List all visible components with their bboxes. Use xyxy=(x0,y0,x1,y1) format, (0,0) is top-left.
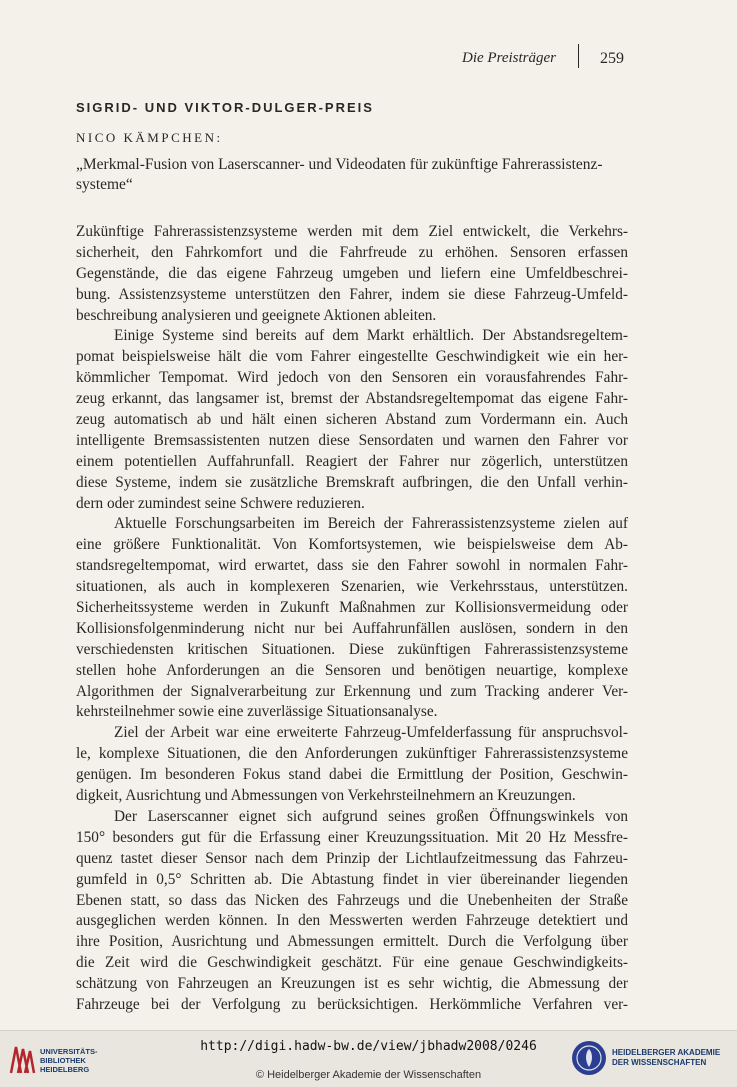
text-line: Aktuelle Forschungsarbeiten im Bereich der Fahrerassistenzsysteme zielen auf xyxy=(114,515,628,533)
footer-bar xyxy=(0,1030,737,1087)
text-line: intelligente Bremsassistenten nutzen diese Sensordaten und warnen den Fahrer vor xyxy=(76,431,628,449)
text-line: schätzung von Fahrzeugen an Kreuzungen ist es sehr wichtig, die Abmessung der xyxy=(76,975,628,993)
academy-name-line: HEIDELBERGER AKADEMIE xyxy=(612,1048,721,1057)
text-line: genügen. Im besonderen Fokus stand dabei die Ermittlung der Position, Geschwin- xyxy=(76,766,628,784)
text-line: gumfeld in 0,5° Schritten ab. Die Abtastung findet in vier übereinander liegenden xyxy=(76,870,628,888)
text-line: Ebenen statt, so dass das Nicken des Fahrzeugs und die Unebenheiten der Straße xyxy=(76,891,628,909)
academy-seal-icon xyxy=(570,1039,608,1077)
text-line: dern oder zumindest seine Schwere reduzieren. xyxy=(76,494,365,512)
text-line: Kollisionsfolgenminderung nicht nur bei Auffahrunfällen auslösen, sondern in den xyxy=(76,619,628,637)
text-line: Fahrzeuge bei der Verfolgung zu berücksichtigen. Herkömmliche Verfahren ver- xyxy=(76,995,628,1013)
talk-title: „Merkmal-Fusion von Laserscanner- und Videodaten für zukünftige Fahrerassistenz-systeme“ xyxy=(76,156,603,193)
text-line: situationen, als auch in komplexeren Szenarien, wie Verkehrsstaus, unterstützen. xyxy=(76,578,628,596)
permalink-url[interactable]: http://digi.hadw-bw.de/view/jbhadw2008/0246 xyxy=(200,1039,537,1054)
text-line: Gegenstände, die das eigene Fahrzeug umgeben und liefern eine Umfeldbeschrei- xyxy=(76,264,628,282)
text-line: ihre Position, Ausrichtung und Abmessungen ermittelt. Durch die Verfolgung über xyxy=(76,933,628,951)
text-line: zeug automatisch ab und hält einen sicheren Abstand zum Vordermann ein. Auch xyxy=(76,411,628,429)
text-line: einem potentiellen Auffahrunfall. Reagiert der Fahrer nur zögerlich, unterstützen xyxy=(76,452,628,470)
text-line: sicherheit, den Fahrkomfort und die Fahrfreude zu erhöhen. Sensoren erfassen xyxy=(76,243,628,261)
text-line: kömmlicher Tempomat. Wird jedoch von den Sensoren ein vorausfahrendes Fahr- xyxy=(76,369,628,387)
text-line: bung. Assistenzsysteme unterstützen den Fahrer, indem sie diese Fahrzeug-Umfeld- xyxy=(76,285,628,303)
text-line: ausgeglichen werden können. In den Messwerten werden Fahrzeuge detektiert und xyxy=(76,912,628,930)
text-line: Algorithmen der Signalverarbeitung zur Erkennung und zum Tracking anderer Ver- xyxy=(76,682,628,700)
text-line: quenz tastet dieser Sensor nach dem Prinzip der Lichtlaufzeitmessung das Fahrzeu- xyxy=(76,849,628,867)
text-line: beschreibung analysieren und geeignete Aktionen ableiten. xyxy=(76,306,437,324)
text-line: verschiedensten kritischen Situationen. Diese zukünftigen Fahrerassistenzsysteme xyxy=(76,640,628,658)
library-name-line: BIBLIOTHEK xyxy=(40,1056,86,1065)
text-line: zeug erkannt, das langsamer ist, bremst der Abstandsregeltempomat das eigene Fahr- xyxy=(76,390,628,408)
text-line: Sicherheitssysteme werden in Zukunft Maßnahmen zur Kollisionsvermeidung oder xyxy=(76,599,628,617)
page-number: 259 xyxy=(600,50,624,67)
running-header-title: Die Preisträger xyxy=(462,50,557,66)
text-line: standsregeltempomat, wird erwartet, dass sie den Fahrer sowohl in normalen Fahr- xyxy=(76,557,628,575)
text-line: Einige Systeme sind bereits auf dem Markt erhältlich. Der Abstandsregeltem- xyxy=(114,327,628,345)
text-line: stellen hohe Anforderungen an die Sensoren und benötigen neuartige, komplexe xyxy=(76,661,628,679)
text-line: 150° besonders gut für die Erfassung einer Kreuzungssituation. Mit 20 Hz Messfre- xyxy=(76,828,628,846)
library-name-line: HEIDELBERG xyxy=(40,1065,90,1074)
library-name-line: UNIVERSITÄTS- xyxy=(40,1047,98,1056)
text-line: le, komplexe Situationen, die den Anforderungen zukünftiger Fahrerassistenzsysteme xyxy=(76,745,628,763)
prize-heading: SIGRID- UND VIKTOR-DULGER-PREIS xyxy=(76,100,374,115)
body-text xyxy=(76,222,628,1016)
text-line: Zukünftige Fahrerassistenzsysteme werden mit dem Ziel entwickelt, die Verkehrs- xyxy=(76,223,628,240)
text-line: die Zeit wird die Geschwindigkeit geschätzt. Für eine genaue Geschwindigkeits- xyxy=(76,954,628,972)
copyright-notice: © Heidelberger Akademie der Wissenschaften xyxy=(255,1069,482,1081)
text-line: diese Systeme, indem sie zusätzliche Bremskraft aufbringen, die den Unfall verhin- xyxy=(76,473,628,491)
text-line: Ziel der Arbeit war eine erweiterte Fahrzeug-Umfelderfassung für anspruchsvol- xyxy=(114,724,628,742)
text-line: pomat beispielsweise hält die vom Fahrer eingestellte Geschwindigkeit wie ein her- xyxy=(76,348,628,366)
academy-name xyxy=(612,1048,720,1068)
author-name: NICO KÄMPCHEN: xyxy=(76,130,223,145)
header-divider xyxy=(578,44,579,68)
text-line: kehrsteilnehmer sowie eine zuverlässige Situationsanalyse. xyxy=(76,703,438,721)
text-line: eine größere Funktionalität. Von Komfortsystemen, wie beispielsweise dem Ab- xyxy=(76,536,628,554)
academy-name-line: DER WISSENSCHAFTEN xyxy=(612,1058,707,1067)
text-line: Der Laserscanner eignet sich aufgrund seines großen Öffnungswinkels von xyxy=(114,807,628,825)
text-line: digkeit, Ausrichtung und Abmessungen von Verkehrsteilnehmern an Kreuzungen. xyxy=(76,787,576,805)
